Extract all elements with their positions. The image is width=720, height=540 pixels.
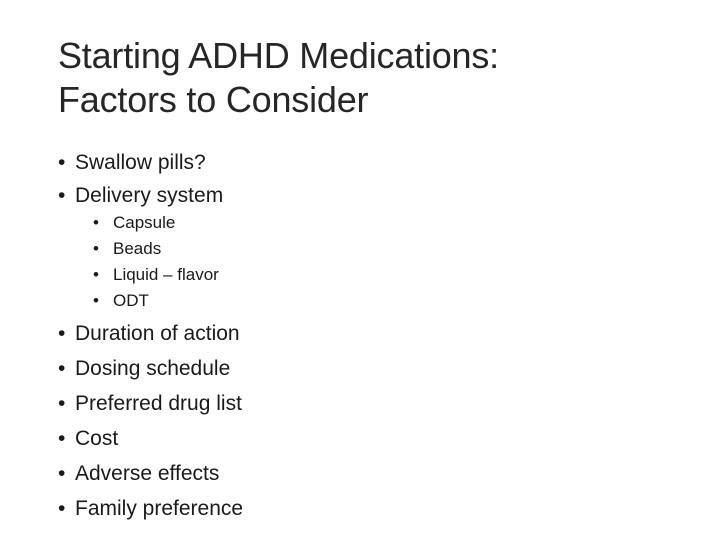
list-item-text: Dosing schedule	[75, 357, 231, 380]
bullet-icon: •	[58, 322, 66, 345]
list-item-text: Cost	[75, 427, 119, 450]
bullet-list-primary	[58, 146, 223, 212]
bullet-list-sub	[93, 210, 219, 314]
sub-list-item-text: ODT	[113, 291, 149, 310]
list-item-text: Swallow pills?	[75, 151, 206, 174]
bullet-icon: •	[93, 239, 99, 258]
bullet-icon: •	[93, 291, 99, 310]
bullet-icon: •	[58, 151, 66, 174]
sub-list-item-text: Beads	[113, 239, 162, 258]
bullet-icon: •	[58, 497, 66, 520]
list-item	[58, 316, 243, 351]
bullet-icon: •	[58, 184, 66, 207]
bullet-icon: •	[93, 265, 99, 284]
sub-list-item-text: Capsule	[113, 213, 176, 232]
list-item	[58, 179, 223, 212]
bullet-icon: •	[93, 213, 99, 232]
sub-list-item	[93, 210, 219, 236]
sub-list-item	[93, 288, 219, 314]
list-item	[58, 421, 243, 456]
bullet-icon: •	[58, 462, 66, 485]
sub-list-item-text: Liquid – flavor	[113, 265, 219, 284]
list-item	[58, 146, 223, 179]
list-item	[58, 351, 243, 386]
list-item-text: Family preference	[75, 497, 244, 520]
title-line: Factors to Consider	[58, 79, 369, 120]
list-item-text: Delivery system	[75, 184, 224, 207]
slide-title	[58, 34, 499, 122]
sub-list-item	[93, 262, 219, 288]
bullet-icon: •	[58, 427, 66, 450]
list-item-text: Adverse effects	[75, 462, 220, 485]
list-item	[58, 386, 243, 421]
list-item	[58, 491, 243, 526]
bullet-icon: •	[58, 357, 66, 380]
sub-list-item	[93, 236, 219, 262]
list-item-text: Preferred drug list	[75, 392, 242, 415]
list-item-text: Duration of action	[75, 322, 240, 345]
list-item	[58, 456, 243, 491]
bullet-list-secondary	[58, 316, 243, 526]
bullet-icon: •	[58, 392, 66, 415]
title-line: Starting ADHD Medications:	[58, 35, 499, 76]
